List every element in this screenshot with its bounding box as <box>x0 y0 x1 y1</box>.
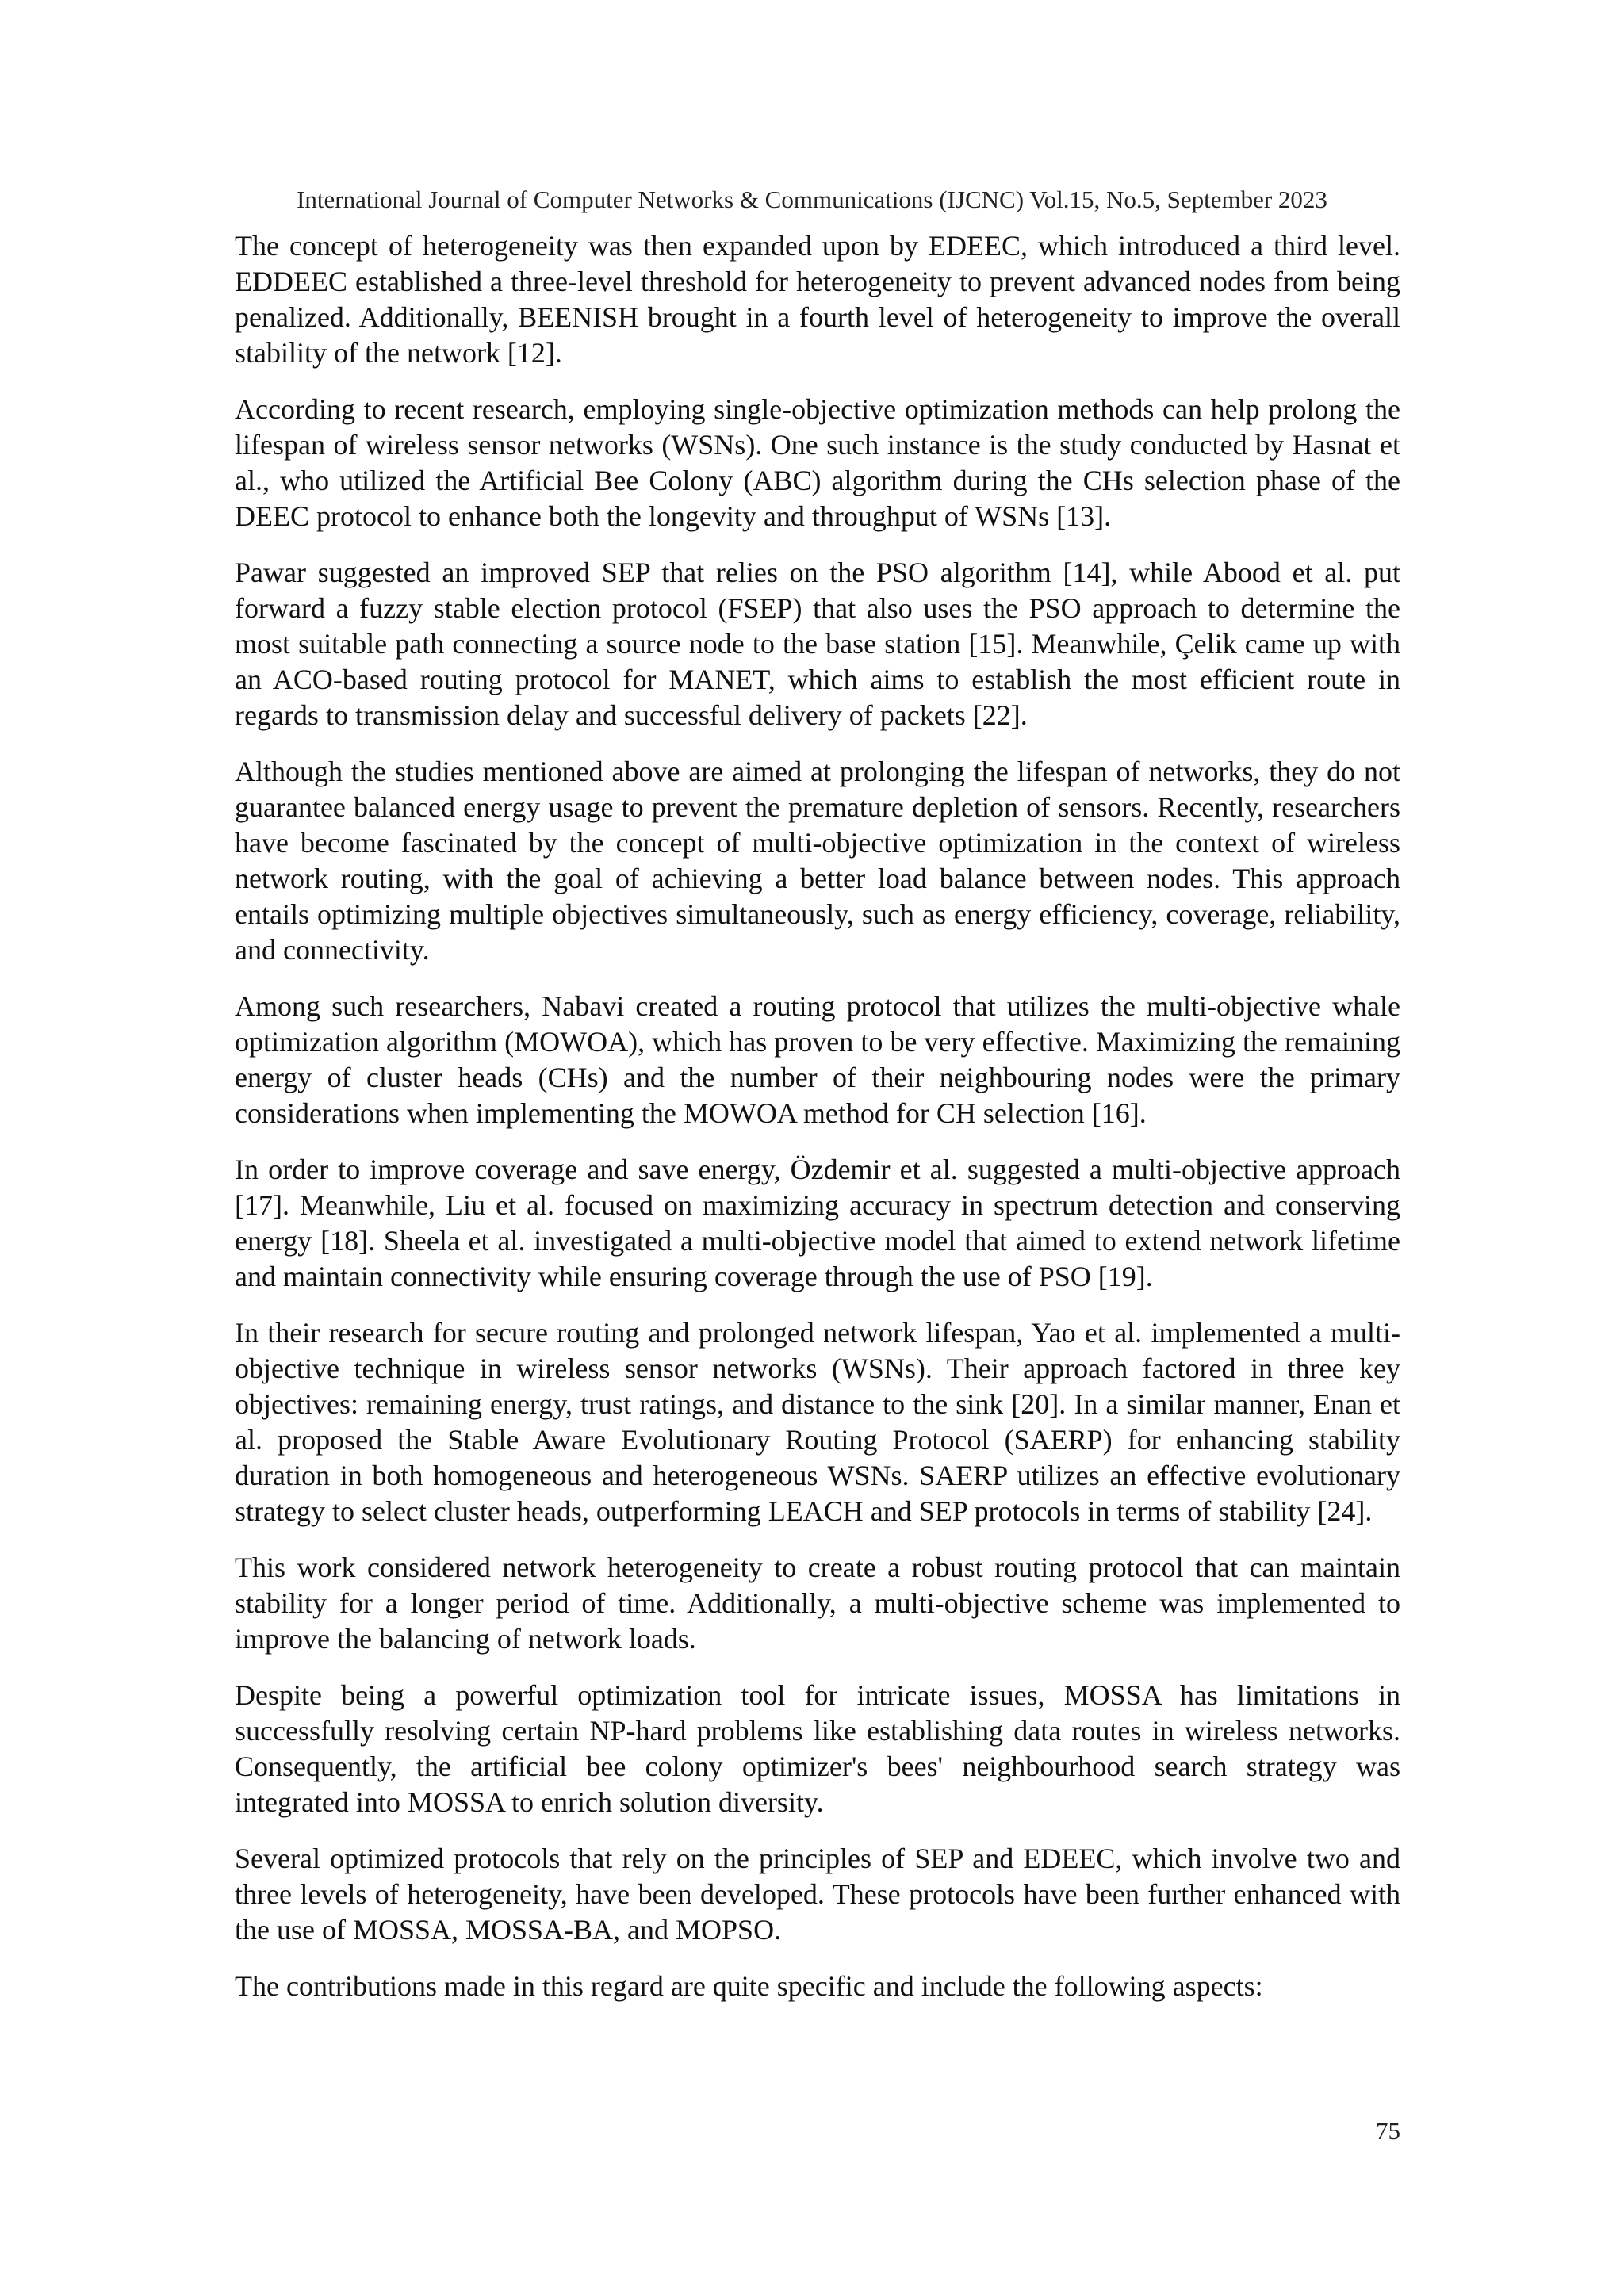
paragraph-mossa-limitations: Despite being a powerful optimization tool for intricate issues, MOSSA has limitations in successfully resolving certain NP-hard problems like establishing data routes in wireless networks. Consequently, the artificial bee colony optimizer's bees' neighbourhood search strategy was integrated into MOSSA to enrich solution diversity. <box>235 1679 1400 1818</box>
paragraph-coverage-energy: In order to improve coverage and save energy, Özdemir et al. suggested a multi-objective approach [17]. Meanwhile, Liu et al. focused on maximizing accuracy in spectrum detection and conserving energy [18]. Sheela et al. investigated a multi-objective model that aimed to extend network lifetime and maintain connectivity while ensuring coverage through the use of PSO [19]. <box>235 1154 1400 1292</box>
body-text <box>235 228 1400 2025</box>
page-number: 75 <box>1376 2117 1400 2145</box>
paragraph-optimized-protocols: Several optimized protocols that rely on the principles of SEP and EDEEC, which involve two and three levels of heterogeneity, have been developed. These protocols have been further enhanced with the use of MOSSA, MOSSA-BA, and MOPSO. <box>235 1843 1400 1946</box>
paragraph-heterogeneity-levels: The concept of heterogeneity was then expanded upon by EDEEC, which introduced a third level. EDDEEC established a three-level threshold for heterogeneity to prevent advanced nodes from being penalized. Additionally, BEENISH brought in a fourth level of heterogeneity to improve the overall stability of the network [12]. <box>235 230 1400 369</box>
paragraph-single-objective: According to recent research, employing single-objective optimization methods can help prolong the lifespan of wireless sensor networks (WSNs). One such instance is the study conducted by Hasnat et al., who utilized the Artificial Bee Colony (ABC) algorithm during the CHs selection phase of the DEEC protocol to enhance both the longevity and throughput of WSNs [13]. <box>235 393 1400 532</box>
paragraph-multi-objective: Although the studies mentioned above are aimed at prolonging the lifespan of networks, they do not guarantee balanced energy usage to prevent the premature depletion of sensors. Recently, researchers have become fascinated by the concept of multi-objective optimization in the context of wireless network routing, with the goal of achieving a better load balance between nodes. This approach entails optimizing multiple objectives simultaneously, such as energy efficiency, coverage, reliability, and connectivity. <box>235 756 1400 966</box>
paragraph-contributions: The contributions made in this regard are quite specific and include the following aspects: <box>235 1970 1263 2002</box>
paragraph-mowoa: Among such researchers, Nabavi created a routing protocol that utilizes the multi-objective whale optimization algorithm (MOWOA), which has proven to be very effective. Maximizing the remaining energy of cluster heads (CHs) and the number of their neighbouring nodes were the primary considerations when implementing the MOWOA method for CH selection [16]. <box>235 990 1400 1129</box>
paragraph-this-work: This work considered network heterogeneity to create a robust routing protocol that can maintain stability for a longer period of time. Additionally, a multi-objective scheme was implemented to improve the balancing of network loads. <box>235 1552 1400 1655</box>
running-header: International Journal of Computer Networks & Communications (IJCNC) Vol.15, No.5, September 2023 <box>297 186 1327 213</box>
paragraph-secure-routing: In their research for secure routing and prolonged network lifespan, Yao et al. implemented a multi-objective technique in wireless sensor networks (WSNs). Their approach factored in three key objectives: remaining energy, trust ratings, and distance to the sink [20]. In a similar manner, Enan et al. proposed the Stable Aware Evolutionary Routing Protocol (SAERP) for enhancing stability duration in both homogeneous and heterogeneous WSNs. SAERP utilizes an effective evolutionary strategy to select cluster heads, outperforming LEACH and SEP protocols in terms of stability [24]. <box>235 1317 1400 1527</box>
paragraph-pso-aco: Pawar suggested an improved SEP that relies on the PSO algorithm [14], while Abood et al. put forward a fuzzy stable election protocol (FSEP) that also uses the PSO approach to determine the most suitable path connecting a source node to the base station [15]. Meanwhile, Çelik came up with an ACO-based routing protocol for MANET, which aims to establish the most efficient route in regards to transmission delay and successful delivery of packets [22]. <box>235 557 1400 731</box>
